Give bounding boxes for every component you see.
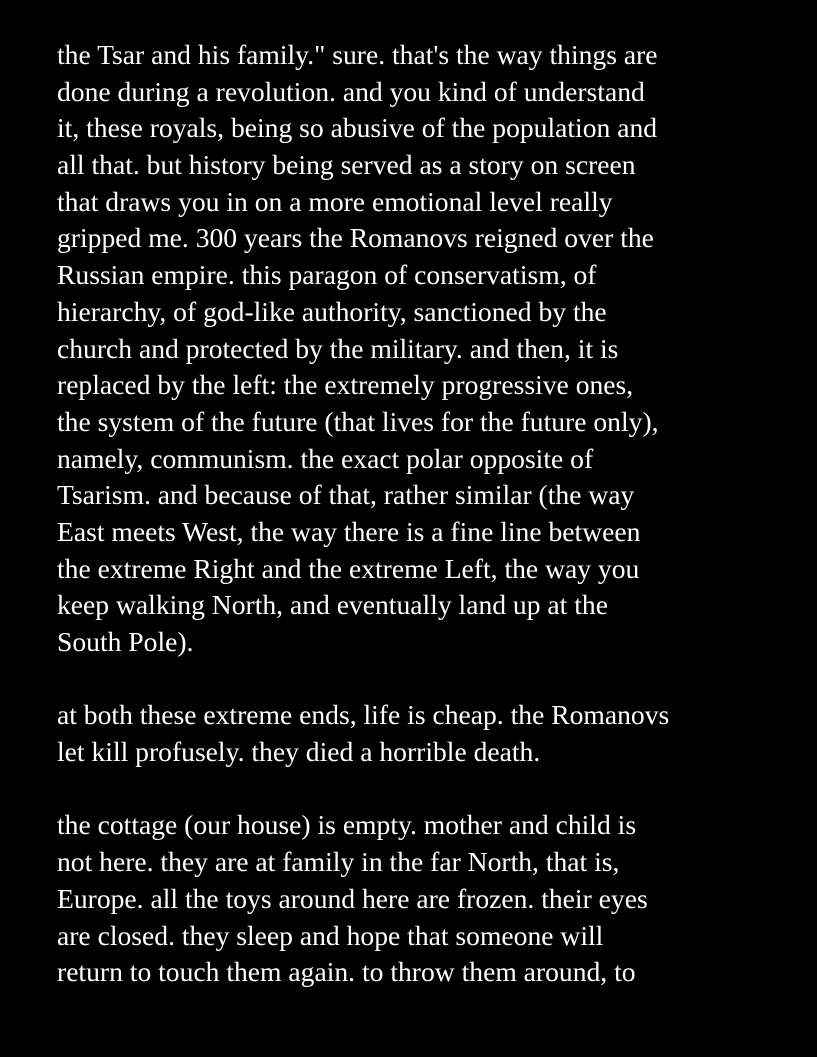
text-line: are closed. they sleep and hope that someone will [57,919,604,951]
text-line: that draws you in on a more emotional level really [57,185,613,217]
text-line: gripped me. 300 years the Romanovs reigned over the [57,222,654,254]
text-line: namely, communism. the exact polar opposite of [57,442,594,474]
paragraph-1 [57,37,797,661]
document-text [57,37,797,991]
text-line: the system of the future (that lives for the future only), [57,405,659,437]
text-line: it, these royals, being so abusive of the population and [57,112,658,144]
text-line: hierarchy, of god-like authority, sanctioned by the [57,295,607,327]
paragraph-gap [57,661,797,698]
text-line: return to touch them again. to throw them around, to [57,956,636,988]
text-line: the Tsar and his family." sure. that's the way things are [57,39,658,70]
paragraph-2 [57,697,797,770]
text-line: keep walking North, and eventually land up at the [57,589,608,621]
text-line: church and protected by the military. and then, it is [57,332,619,364]
text-line: the extreme Right and the extreme Left, the way you [57,552,640,584]
text-line: at both these extreme ends, life is cheap. the Romanovs [57,699,670,731]
text-line: Tsarism. and because of that, rather similar (the way [57,479,635,511]
text-line: Russian empire. this paragon of conservatism, of [57,259,597,291]
text-line: replaced by the left: the extremely progressive ones, [57,369,634,401]
text-line: let kill profusely. they died a horrible death. [57,736,541,768]
text-line: East meets West, the way there is a fine line between [57,515,641,547]
text-line: done during a revolution. and you kind of understand [57,75,645,107]
paragraph-gap [57,771,797,808]
text-line: all that. but history being served as a story on screen [57,149,636,181]
text-line: Europe. all the toys around here are frozen. their eyes [57,882,648,914]
paragraph-3 [57,807,797,990]
text-line: the cottage (our house) is empty. mother and child is [57,809,637,841]
text-line: South Pole). [57,626,194,657]
text-line: not here. they are at family in the far North, that is, [57,846,620,878]
